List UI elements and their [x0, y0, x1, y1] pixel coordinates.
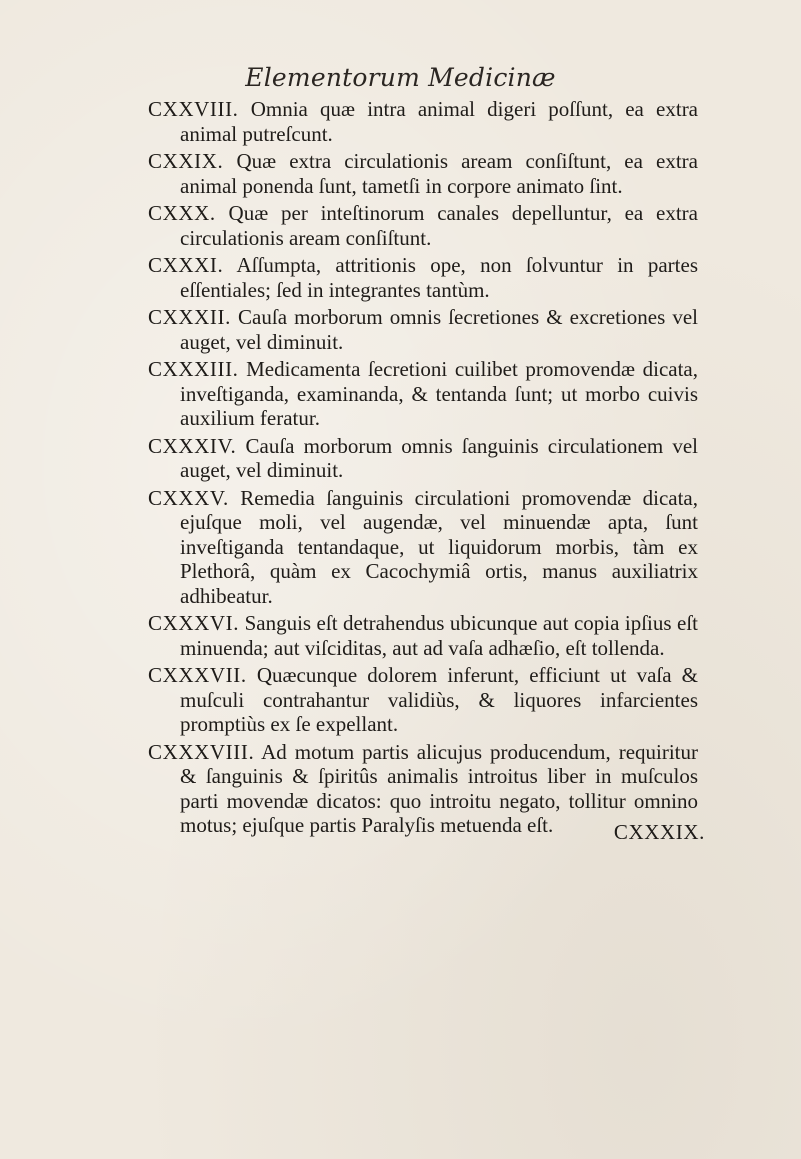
aphorism-text: Quæ extra circulationis aream conſiſtunt, ea extra animal ponenda ſunt, tametſi in corpore animato ſint. [180, 149, 698, 198]
text-body [148, 97, 698, 841]
aphorism-number: CXXXVII. [148, 663, 247, 687]
aphorism-text: Sanguis eſt detrahendus ubicunque aut copia ipſius eſt minuenda; aut viſciditas, aut ad vaſa adhæſio, eſt tollenda. [180, 611, 699, 660]
aphorism-134 [148, 434, 698, 483]
aphorism-number: CXXXI. [148, 253, 224, 277]
aphorism-text: Medicamenta ſecretioni cuilibet promovendæ dicata, inveſtiganda, examinanda, & tentanda ſunt; ut morbo cuivis auxilium feratur. [180, 357, 699, 430]
aphorism-number: CXXVIII. [148, 97, 239, 121]
aphorism-133 [148, 357, 698, 431]
running-header: Elementorum Medicinæ [245, 63, 556, 92]
aphorism-number: CXXX. [148, 201, 216, 225]
aphorism-129 [148, 149, 698, 198]
aphorism-131 [148, 253, 698, 302]
aphorism-number: CXXXII. [148, 305, 231, 329]
aphorism-number: CXXXVIII. [148, 739, 255, 764]
aphorism-text: Omnia quæ intra animal digeri poſſunt, ea extra animal putreſcunt. [180, 97, 699, 146]
aphorism-text: Quæ per inteſtinorum canales depelluntur, ea extra circulationis aream conſiſtunt. [180, 201, 698, 250]
aphorism-130 [148, 201, 698, 250]
aphorism-number: CXXXV. [148, 485, 229, 510]
aphorism-132 [148, 305, 698, 354]
aphorism-128 [148, 97, 698, 146]
aphorism-number: CXXXIV. [148, 433, 237, 458]
aphorism-number: CXXXIII. [148, 357, 239, 381]
aphorism-136 [148, 611, 698, 660]
aphorism-text: Cauſa morborum omnis ſecretiones & excretiones vel auget, vel diminuit. [180, 305, 698, 354]
aphorism-text: Aſſumpta, attritionis ope, non ſolvuntur in partes eſſentiales; ſed in integrantes tantùm. [180, 253, 698, 302]
aphorism-135 [148, 486, 698, 609]
aphorism-number: CXXIX. [148, 149, 224, 173]
catchword: CXXXIX. [613, 820, 705, 844]
aphorism-text: Remedia ſanguinis circulationi promovendæ dicata, ejuſque moli, vel augendæ, vel minuendæ apta, ſunt inveſtiganda tentandaque, ut liquidorum morbis, tàm ex Plethorâ, quàm ex Cacochymiâ ortis, manus auxiliatrix adhibeatur. [180, 485, 698, 608]
aphorism-text: Ad motum partis alicujus producendum, requiritur & ſanguinis & ſpiritûs animalis introitus liber in muſculos parti movendæ dicatos: quo introitu negato, tollitur omnino motus; ejuſque partis Paralyſis metuenda eſt. [180, 739, 699, 837]
aphorism-137 [148, 663, 698, 737]
aphorism-text: Quæcunque dolorem inferunt, efficiunt ut vaſa & muſculi contrahantur validiùs, & liquores infarcientes promptiùs ex ſe expellant. [180, 663, 699, 736]
aphorism-text: Cauſa morborum omnis ſanguinis circulationem vel auget, vel diminuit. [180, 433, 698, 482]
aphorism-number: CXXXVI. [148, 611, 240, 635]
